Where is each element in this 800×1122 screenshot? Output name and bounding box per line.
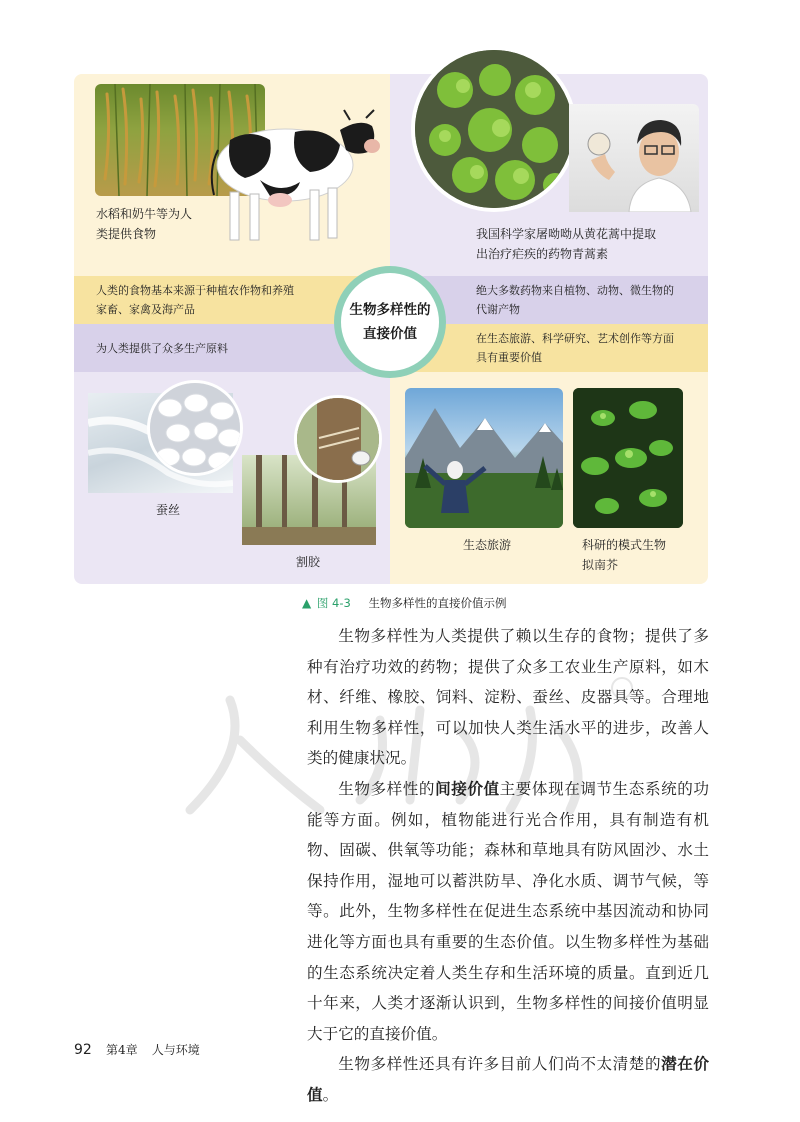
drug-caption-line1: 我国科学家屠呦呦从黄花蒿中提取	[476, 227, 657, 241]
band-culture-line2: 具有重要价值	[476, 351, 542, 364]
band-culture-line1: 在生态旅游、科学研究、艺术创作等方面	[476, 332, 674, 345]
model-caption-line1: 科研的模式生物	[582, 538, 667, 552]
artemisia-illustration	[415, 50, 577, 212]
model-caption-line2: 拟南芥	[582, 558, 619, 572]
rubber-caption: 割胶	[296, 555, 321, 569]
cow-illustration	[200, 100, 385, 250]
paragraph-3-end: 。	[322, 1085, 339, 1104]
figure-title: 生物多样性的直接价值示例	[368, 596, 507, 610]
silk-caption: 蚕丝	[156, 503, 181, 517]
scientist-illustration	[569, 104, 699, 212]
band-drug-line1: 绝大多数药物来自植物、动物、微生物的	[476, 284, 674, 297]
ecotour-caption: 生态旅游	[463, 538, 512, 552]
potential-value-term: 潜在价值	[307, 1054, 709, 1104]
food-caption-line1: 水稻和奶牛等为人	[96, 207, 193, 221]
arabidopsis-photo	[573, 388, 683, 528]
food-caption-line2: 类提供食物	[96, 227, 157, 241]
chapter-title: 人与环境	[151, 1043, 200, 1057]
rubber-tapping-photo	[294, 395, 382, 483]
model-caption	[582, 535, 666, 575]
body-text	[307, 621, 709, 1111]
band-culture-text	[476, 329, 674, 367]
paragraph-2	[307, 774, 709, 1049]
band-drug-line2: 代谢产物	[476, 303, 520, 316]
paragraph-1-text: 生物多样性为人类提供了赖以生存的食物；提供了多种有治疗功效的药物；提供了众多工农业生产原料，如木材、纤维、橡胶、饲料、淀粉、蚕丝、皮器具等。合理地利用生物多样性，可以加快人类生活水平的进步，改善人类的健康状况。	[307, 627, 709, 768]
caption-triangle-icon: ▲	[302, 596, 312, 610]
band-food-line1: 人类的食物基本来源于种植农作物和养殖	[96, 284, 294, 297]
scientist-photo	[569, 104, 699, 212]
paragraph-2-lead: 生物多样性的	[338, 779, 436, 798]
cocoon-photo	[147, 380, 243, 476]
ecotourism-photo	[405, 388, 563, 528]
food-caption	[96, 204, 192, 244]
band-food-line2: 家畜、家禽及海产品	[96, 303, 195, 316]
band-food-text	[96, 281, 294, 319]
drug-caption-line2: 出治疗疟疾的药物青蒿素	[476, 247, 609, 261]
chapter-label: 第4章	[105, 1043, 138, 1057]
paragraph-3-lead: 生物多样性还具有许多目前人们尚不太清楚的	[338, 1055, 662, 1074]
arabidopsis-illustration	[573, 388, 683, 528]
paragraph-1	[307, 621, 709, 774]
center-label-line1: 生物多样性的	[349, 302, 431, 318]
band-drug-text	[476, 281, 674, 319]
page-number: 92	[74, 1042, 92, 1058]
drug-caption	[476, 224, 656, 264]
figure-caption	[302, 594, 507, 612]
paragraph-3	[307, 1049, 709, 1110]
band-material-line: 为人类提供了众多生产原料	[96, 342, 228, 355]
artemisia-photo	[411, 46, 577, 212]
figure-number: 图 4-3	[316, 596, 351, 610]
center-circle	[334, 266, 446, 378]
paragraph-2-text: 主要体现在调节生态系统的功能等方面。例如，植物能进行光合作用，具有制造有机物、固碳、供氧等功能；森林和草地具有防风固沙、水土保持作用，湿地可以蓄洪防旱、净化水质、调节气候，等等。此外，生物多样性在促进生态系统中基因流动和协同进化等方面也具有重要的生态价值。以生物多样性为基础的生态系统决定着人类生存和生活环境的质量。直到近几十年来，人类才逐渐认识到，生物多样性的间接价值明显大于它的直接价值。	[307, 779, 709, 1043]
band-material-text	[96, 339, 228, 358]
indirect-value-term: 间接价值	[435, 778, 500, 798]
ecotourism-illustration	[405, 388, 563, 528]
page-footer	[74, 1040, 200, 1061]
center-label-line2: 直接价值	[363, 326, 417, 342]
